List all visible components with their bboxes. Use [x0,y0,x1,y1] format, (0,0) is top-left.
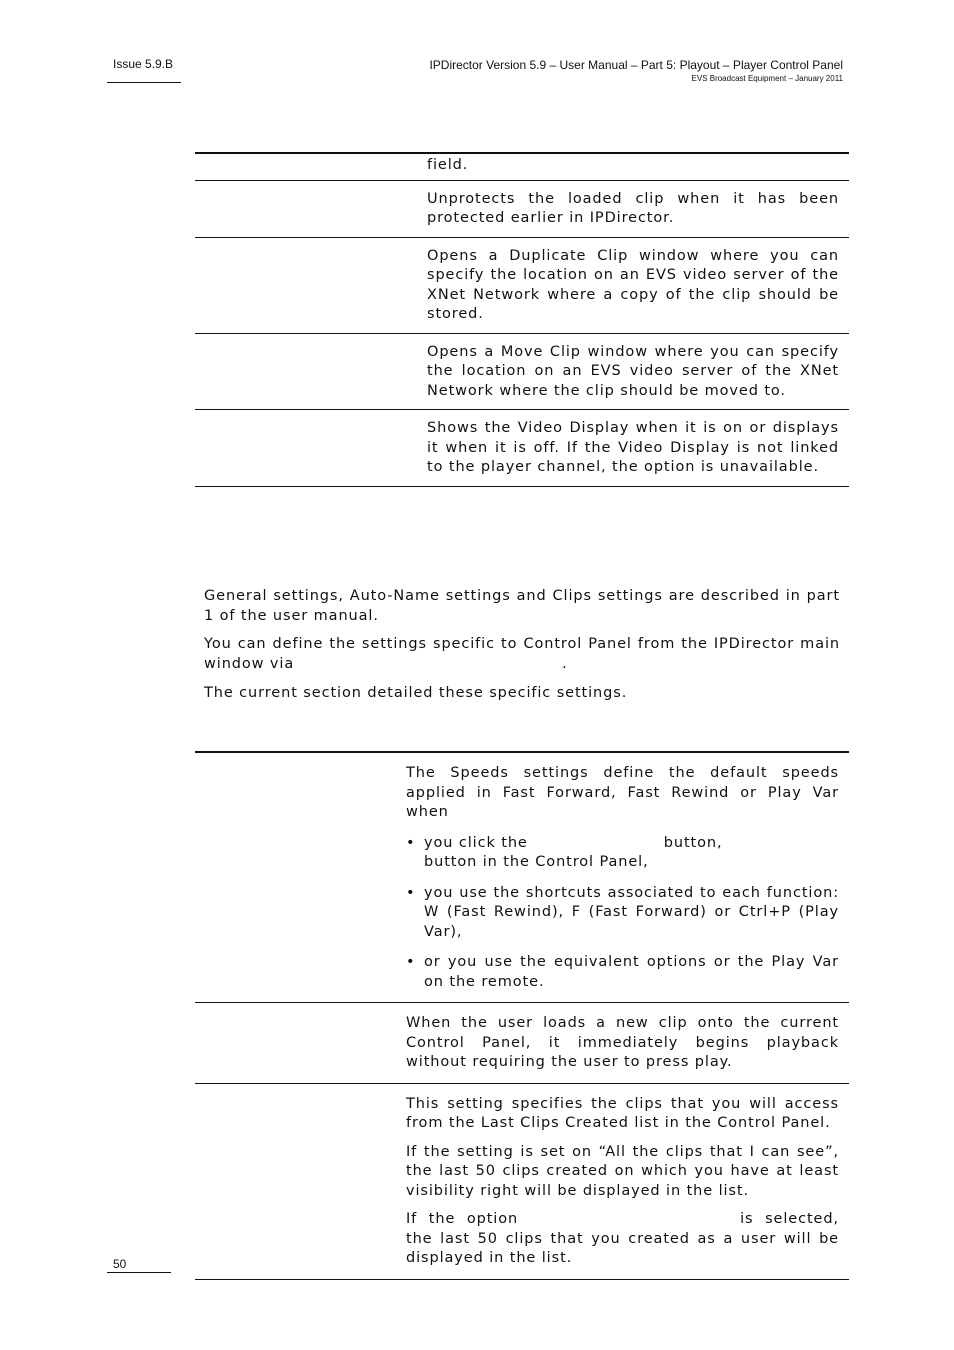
settings-access-text: You can define the settings specific to Control Panel from the IPDirector main window via [204,636,840,672]
option-description: Opens a Duplicate Clip window where you can specify the location on an EVS video server of the XNet Network where a copy of the clip should be stored. [427,247,839,322]
settings-access-paragraph [204,635,840,674]
list-item: • you click the button, button in the Control Panel, [406,834,723,870]
settings-section-paragraph: The current section detailed these specific settings. [204,685,628,701]
table-row [195,1003,849,1084]
speeds-intro: The Speeds settings define the default speeds applied in Fast Forward, Fast Rewind or Play Var when [406,765,839,820]
page-header [429,57,843,84]
document-title: IPDirector Version 5.9 – User Manual – Part 5: Playout – Player Control Panel [429,58,843,72]
last-clips-description: This setting specifies the clips that you will access from the Last Clips Created list in the Control Panel. If the setting is set on “All the clips that I can see”, the last 50 clips created on which you have at least visibility right will be displayed in the list. If the option is selected, the last 50 clips that you created as a user will be displayed in the list. [406,1095,839,1266]
option-description: Shows the Video Display when it is on or displays it when it is off. If the Video Display is not linked to the player channel, the option is unavailable. [427,420,839,475]
autoplay-description: When the user loads a new clip onto the current Control Panel, it immediately begins playback without requiring the user to press play. [406,1015,839,1070]
option-description: Opens a Move Clip window where you can specify the location on an EVS video server of the XNet Network where the clip should be moved to. [427,343,839,399]
table-row [195,753,849,1003]
option-description: Unprotects the loaded clip when it has been protected earlier in IPDirector. [427,190,839,226]
option-description: field. [427,157,469,173]
settings-intro-paragraph: General settings, Auto-Name settings and Clips settings are described in part 1 of the user manual. [204,588,840,624]
document-subtitle: EVS Broadcast Equipment – January 2011 [691,74,843,83]
bullet-icon: • [406,954,416,970]
table-row [195,154,849,181]
settings-table [195,751,849,1280]
header-left-rule [107,82,181,83]
list-item: • or you use the equivalent options or the Play Var on the remote. [406,954,839,990]
table-row [195,410,849,487]
bullet-icon: • [406,834,416,851]
table-row [195,238,849,334]
table-row [195,1084,849,1280]
options-table [195,152,849,487]
speeds-bullet-list [406,834,839,993]
footer-rule [107,1272,171,1273]
bullet-icon: • [406,884,416,901]
issue-label: Issue 5.9.B [113,57,174,71]
settings-access-end: . [562,655,568,672]
table-row [195,334,849,411]
list-item: • you use the shortcuts associated to each function: W (Fast Rewind), F (Fast Forward) or Ctrl+P (Play Var), [406,884,839,940]
table-row [195,181,849,238]
page-number: 50 [113,1257,127,1271]
speeds-description [406,764,839,992]
